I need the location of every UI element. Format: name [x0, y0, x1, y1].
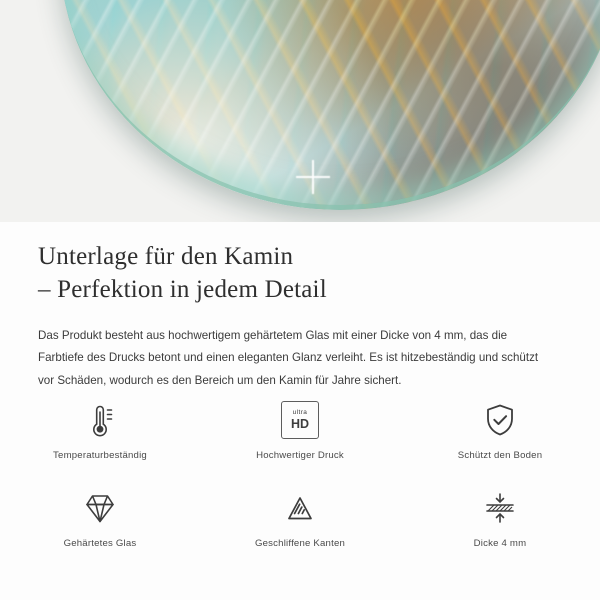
ultra-hd-badge-top: ultra	[292, 409, 308, 416]
diamond-icon	[78, 486, 122, 530]
feature-grid	[0, 398, 600, 560]
ultra-hd-icon	[281, 398, 319, 442]
ultra-hd-badge-bottom: HD	[290, 416, 310, 431]
page-title	[0, 222, 600, 307]
shield-check-icon	[478, 398, 522, 442]
page-title-line-2: – Perfektion in jedem Detail	[38, 276, 327, 304]
thermometer-icon	[78, 398, 122, 442]
feature-polished-edges	[200, 486, 400, 560]
feature-high-quality-print	[200, 398, 400, 472]
glass-disc-image	[60, 0, 600, 210]
feature-temperature-resistant	[0, 398, 200, 472]
feature-tempered-glass	[0, 486, 200, 560]
feature-floor-protection	[400, 398, 600, 472]
feature-label: Gehärtetes Glas	[63, 538, 137, 549]
hero-image	[0, 0, 600, 222]
feature-label: Dicke 4 mm	[473, 538, 527, 549]
product-description: Das Produkt besteht aus hochwertigem gehärtetem Glas mit einer Dicke von 4 mm, das die Farbtiefe des Drucks betont und einen eleganten Glanz verleiht. Es ist hitzebeständig und schützt vor Schäden, wodurch es den Bereich um den Kamin für Jahre sichert.	[38, 328, 539, 387]
feature-thickness	[400, 486, 600, 560]
feature-label: Hochwertiger Druck	[256, 450, 344, 461]
polished-edges-icon	[278, 486, 322, 530]
feature-label: Schützt den Boden	[457, 450, 543, 461]
page-title-line-1: Unterlage für den Kamin	[38, 243, 294, 270]
feature-label: Temperaturbeständig	[53, 450, 147, 461]
feature-label: Geschliffene Kanten	[254, 538, 346, 549]
text-content	[0, 222, 600, 392]
thickness-icon	[478, 486, 522, 530]
